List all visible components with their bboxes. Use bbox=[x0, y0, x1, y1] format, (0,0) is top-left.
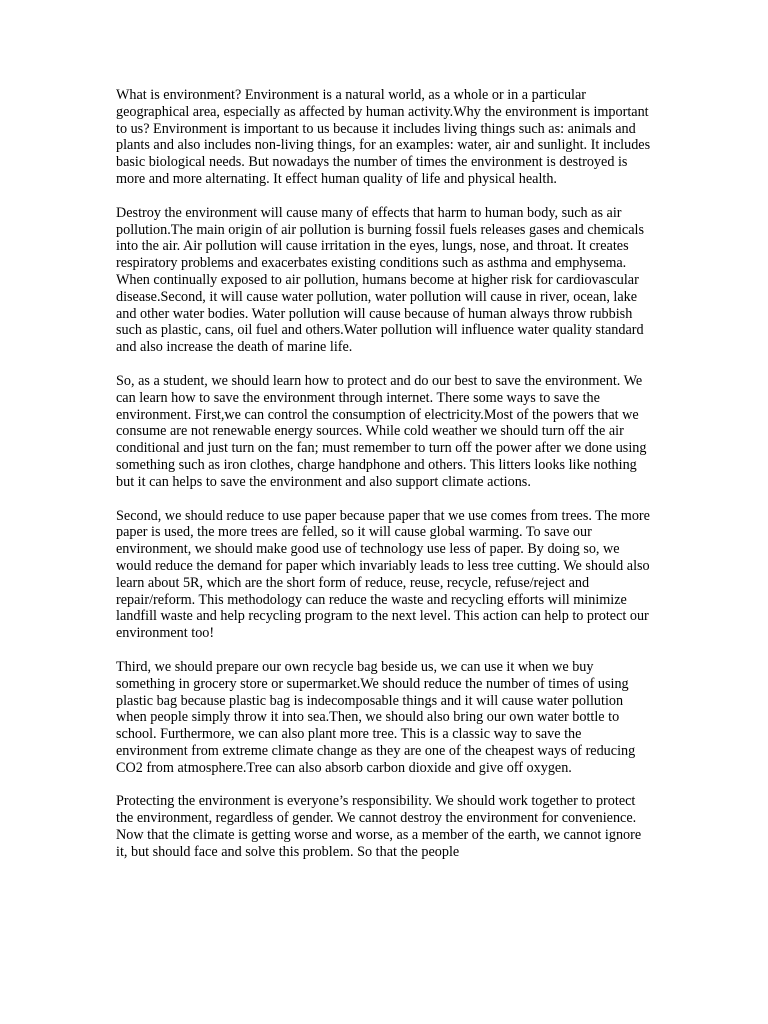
document-body bbox=[116, 87, 652, 878]
paragraph-3: So, as a student, we should learn how to protect and do our best to save the environment. We can learn how to save the environment through internet. There some ways to save the environment. First,we can control the consumption of electricity.Most of the powers that we consume are not renewable energy sources. While cold weather we should turn off the air conditional and just turn on the fan; must remember to turn off the power after we done using something such as iron clothes, charge handphone and others. This litters looks like nothing but it can helps to save the environment and also support climate actions. bbox=[116, 372, 647, 490]
paragraph-4: Second, we should reduce to use paper because paper that we use comes from trees. The more paper is used, the more trees are felled, so it will cause global warming. To save our environment, we should make good use of technology use less of paper. By doing so, we would reduce the demand for paper which invariably leads to less tree cutting. We should also learn about 5R, which are the short form of reduce, reuse, recycle, refuse/reject and repair/reform. This methodology can reduce the waste and recycling efforts will minimize landfill waste and help recycling program to the next level. This action can help to protect our environment too! bbox=[116, 507, 650, 642]
paragraph-6: Protecting the environment is everyone’s responsibility. We should work together to protect the environment, regardless of gender. We cannot destroy the environment for convenience. Now that the climate is getting worse and worse, as a member of the earth, we cannot ignore it, but should face and solve this problem. So that the people bbox=[116, 793, 642, 860]
paragraph-1: What is environment? Environment is a natural world, as a whole or in a particular geographical area, especially as affected by human activity.Why the environment is important to us? Environment is important to us because it includes living things such as: animals and plants and also includes non-living things, for an examples: water, air and sunlight. It includes basic biological needs. But nowadays the number of times the environment is destroyed is more and more alternating. It effect human quality of life and physical health. bbox=[116, 87, 651, 187]
paragraph-5: Third, we should prepare our own recycle bag beside us, we can use it when we buy something in grocery store or supermarket.We should reduce the number of times of using plastic bag because plastic bag is indecomposable things and it will cause water pollution when people simply throw it into sea.Then, we should also bring our own water bottle to school. Furthermore, we can also plant more tree. This is a classic way to save the environment from extreme climate change as they are one of the cheapest ways of reducing CO2 from atmosphere.Tree can also absorb carbon dioxide and give off oxygen. bbox=[116, 658, 636, 776]
paragraph-2: Destroy the environment will cause many of effects that harm to human body, such as air pollution.The main origin of air pollution is burning fossil fuels releases gases and chemicals into the air. Air pollution will cause irritation in the eyes, lungs, nose, and throat. It creates respiratory problems and exacerbates existing conditions such as asthma and emphysema. When continually exposed to air pollution, humans become at higher risk for cardiovascular disease.Second, it will cause water pollution, water pollution will cause in river, ocean, lake and other water bodies. Water pollution will cause because of human always throw rubbish such as plastic, cans, oil fuel and others.Water pollution will influence water quality standard and also increase the death of marine life. bbox=[116, 204, 644, 356]
